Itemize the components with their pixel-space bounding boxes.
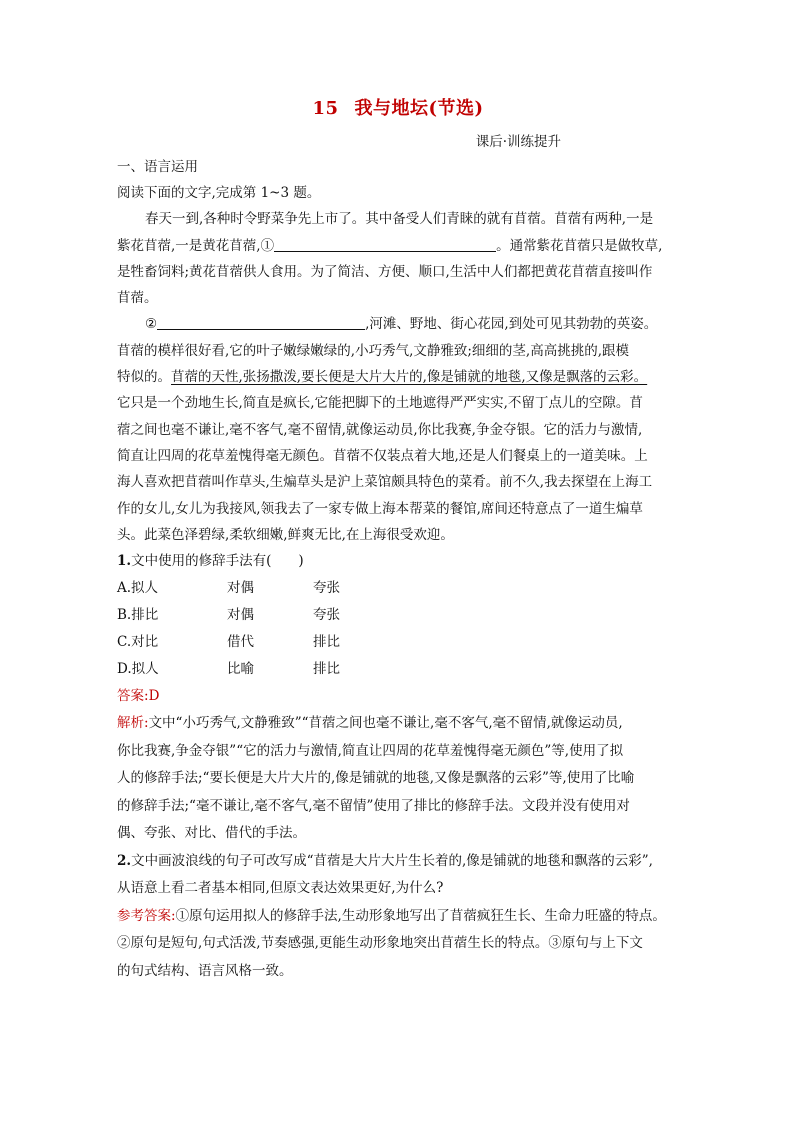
exercise-subtitle: 课后·训练提升 xyxy=(475,134,561,150)
passage-line: 是牲畜饲料;黄花苜蓿供人食用。为了简洁、方便、顺口,生活中人们都把黄花苜蓿直接叫作 xyxy=(117,263,653,280)
option-cell: 夸张 xyxy=(313,607,340,624)
passage-line: 蓿之间也毫不谦让,毫不客气,毫不留情,就像运动员,你比我赛,争金夺银。它的活力与激情, xyxy=(117,421,643,438)
question-stem xyxy=(117,848,679,876)
question-number: 2. xyxy=(117,852,132,869)
underlined-sentence: 苜蓿的天性,张扬撒泼,要长便是大片大片的,像是铺就的地毯,又像是飘落的云彩。 xyxy=(171,369,648,386)
reading-instruction: 阅读下面的文字,完成第 1~3 题。 xyxy=(117,185,321,201)
option-cell: 借代 xyxy=(227,634,254,651)
reference-answer-label: 参考答案: xyxy=(117,907,176,924)
reference-answer-line: ②原句是短句,句式活泼,节奏感强,更能生动形象地突出苜蓿生长的特点。③原句与上下文 xyxy=(117,935,643,952)
explanation-line: 你比我赛,争金夺银”“它的活力与激情,简直让四周的花草羞愧得毫无颜色”等,使用了拟 xyxy=(117,742,624,759)
question-2 xyxy=(117,848,679,986)
option-cell: 对偶 xyxy=(227,607,254,624)
option-cell: 排比 xyxy=(313,634,340,651)
option-b xyxy=(117,602,679,629)
option-cell: D.拟人 xyxy=(117,661,159,678)
answer-value: D xyxy=(148,688,160,705)
explanation xyxy=(117,710,679,848)
answer xyxy=(117,683,679,710)
reference-answer-line: 的句式结构、语言风格一致。 xyxy=(117,962,293,979)
question-text: 文中画波浪线的句子可改写成“苜蓿是大片大片生长着的,像是铺就的地毯和飘落的云彩”, xyxy=(131,852,653,869)
passage-line xyxy=(117,364,679,390)
passage-text: ,河滩、野地、街心花园,到处可见其勃勃的英姿。 xyxy=(365,316,658,333)
question-1 xyxy=(117,548,679,848)
passage-line: 头。此菜色泽碧绿,柔软细嫩,鲜爽无比,在上海很受欢迎。 xyxy=(117,526,454,543)
lesson-title-text: 我与地坛(节选) xyxy=(354,98,484,119)
section-heading: 一、语言运用 xyxy=(117,159,198,175)
option-c xyxy=(117,629,679,656)
passage-line: 海人喜欢把苜蓿叫作草头,生煸草头是沪上菜馆颇具特色的菜肴。前不久,我去探望在上海工 xyxy=(117,474,653,491)
passage-text: 特似的。 xyxy=(117,369,171,386)
question-number: 1. xyxy=(117,553,132,570)
reference-answer-line xyxy=(117,903,679,931)
option-cell: 对偶 xyxy=(227,580,254,597)
option-d xyxy=(117,656,679,683)
option-cell: 比喻 xyxy=(227,661,254,678)
passage-line: 它只是一个劲地生长,简直是疯长,它能把脚下的土地遮得严严实实,不留丁点儿的空隙。苜 xyxy=(117,395,643,412)
option-a xyxy=(117,575,679,602)
explanation-line: 偶、夸张、对比、借代的手法。 xyxy=(117,825,306,842)
passage-text: 。通常紫花苜蓿只是做牧草, xyxy=(496,237,663,254)
question-text: 从语意上看二者基本相同,但原文表达效果更好,为什么? xyxy=(117,880,444,897)
passage-text: 紫花苜蓿,一是黄花苜蓿,① xyxy=(117,237,275,254)
reading-passage xyxy=(117,206,679,548)
question-stem xyxy=(117,548,679,575)
reference-answer-text: ①原句运用拟人的修辞手法,生动形象地写出了苜蓿疯狂生长、生命力旺盛的特点。 xyxy=(175,907,666,924)
question-text: 文中使用的修辞手法有( ) xyxy=(131,553,304,570)
option-cell: 排比 xyxy=(313,661,340,678)
option-cell: C.对比 xyxy=(117,634,159,651)
answer-label: 答案: xyxy=(117,688,149,705)
passage-line: 苜蓿。 xyxy=(117,290,158,307)
explanation-line: 的修辞手法;“毫不谦让,毫不客气,毫不留情”使用了排比的修辞手法。文段并没有使用对 xyxy=(117,797,630,814)
passage-line xyxy=(117,311,679,337)
fill-blank-1 xyxy=(274,236,496,252)
fill-blank-2 xyxy=(157,314,365,330)
option-cell: 夸张 xyxy=(313,580,340,597)
passage-line: 作的女儿,女儿为我接风,领我去了一家专做上海本帮菜的餐馆,席间还特意点了一道生煸草 xyxy=(117,500,643,517)
option-cell: A.拟人 xyxy=(117,580,159,597)
worksheet-page xyxy=(117,96,679,985)
explanation-label: 解析: xyxy=(117,715,149,732)
passage-line: 春天一到,各种时令野菜争先上市了。其中备受人们青睐的就有苜蓿。苜蓿有两种,一是 xyxy=(145,211,654,228)
lesson-title xyxy=(117,96,679,122)
passage-text: ② xyxy=(145,316,158,333)
explanation-text: 文中“小巧秀气,文静雅致”“苜蓿之间也毫不谦让,毫不客气,毫不留情,就像运动员, xyxy=(148,715,623,732)
explanation-line: 人的修辞手法;“要长便是大片大片的,像是铺就的地毯,又像是飘落的云彩”等,使用了比喻 xyxy=(117,770,635,787)
passage-line xyxy=(117,233,679,259)
lesson-number: 15 xyxy=(312,98,339,119)
passage-line: 苜蓿的模样很好看,它的叶子嫩绿嫩绿的,小巧秀气,文静雅致;细细的茎,高高挑挑的,跟模 xyxy=(117,342,630,359)
option-cell: B.排比 xyxy=(117,607,159,624)
passage-line: 简直让四周的花草羞愧得毫无颜色。苜蓿不仅装点着大地,还是人们餐桌上的一道美味。上 xyxy=(117,447,648,464)
explanation-line xyxy=(117,710,679,738)
